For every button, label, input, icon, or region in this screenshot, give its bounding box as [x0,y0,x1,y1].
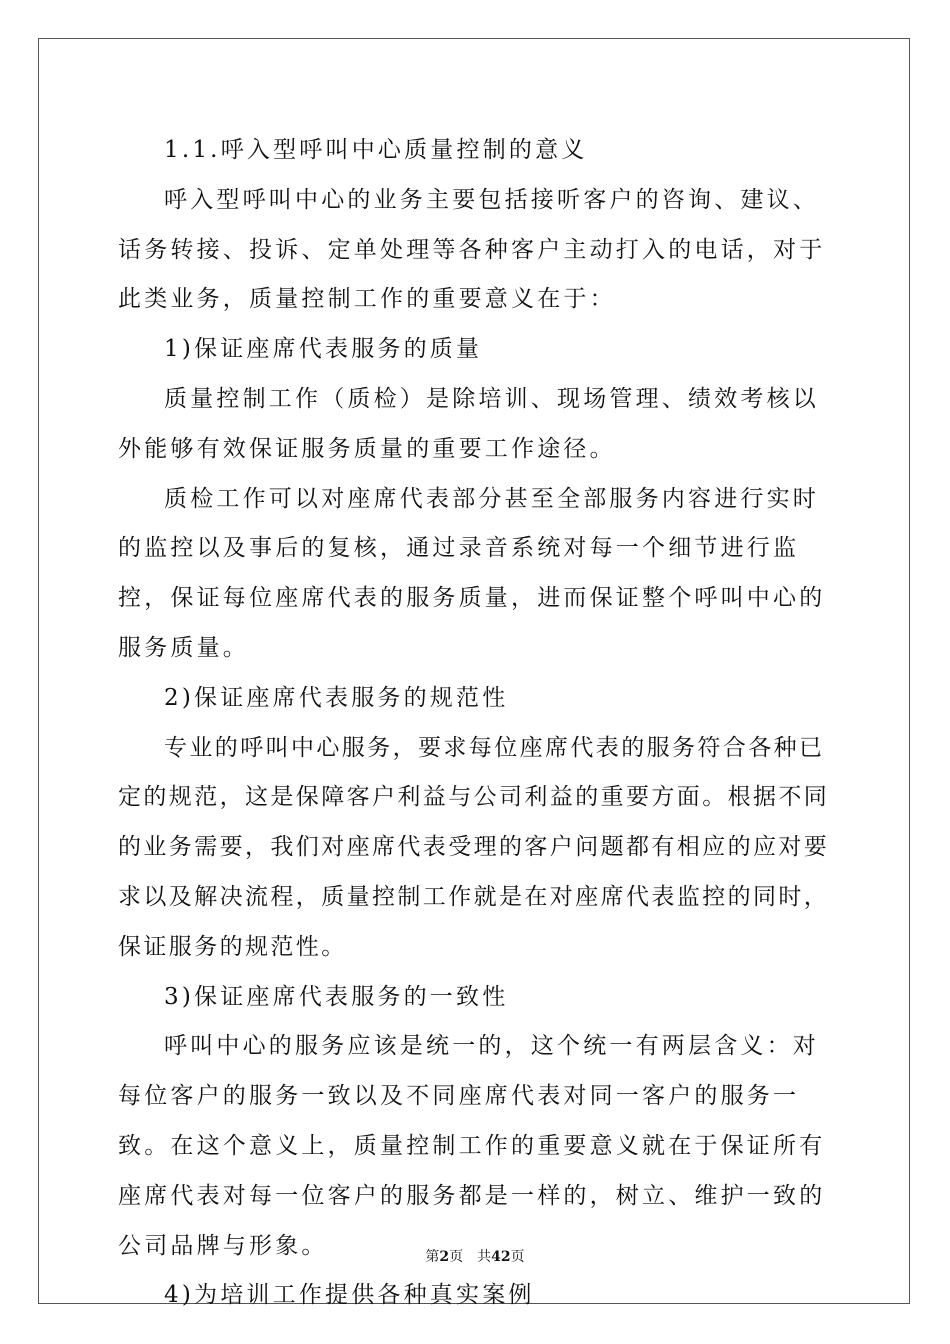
paragraph: 质量控制工作（质检）是除培训、现场管理、绩效考核以外能够有效保证服务质量的重要工作途径。 [118,385,819,462]
list-heading-2: 2)保证座席代表服务的规范性 [164,684,509,711]
page-footer [0,1246,950,1266]
total-pages-label: 共42页 [477,1249,525,1265]
page-number-label: 第2页 [425,1249,464,1265]
paragraph: 呼入型呼叫中心的业务主要包括接听客户的咨询、建议、话务转接、投诉、定单处理等各种客户主动打入的电话，对于此类业务，质量控制工作的重要意义在于： [118,186,826,313]
paragraph: 质检工作可以对座席代表部分甚至全部服务内容进行实时的监控以及事后的复核，通过录音系统对每一个细节进行监控，保证每位座席代表的服务质量，进而保证整个呼叫中心的服务质量。 [118,485,826,661]
list-heading-1: 1)保证座席代表服务的质量 [164,336,483,363]
list-heading-4: 4)为培训工作提供各种真实案例 [164,1282,535,1309]
list-heading-3: 3)保证座席代表服务的一致性 [164,983,509,1010]
paragraph: 呼叫中心的服务应该是统一的，这个统一有两层含义：对每位客户的服务一致以及不同座席代表对同一客户的服务一致。在这个意义上，质量控制工作的重要意义就在于保证所有座席代表对每一位客户的服务都是一样的，树立、维护一致的公司品牌与形象。 [118,1033,826,1259]
paragraph: 专业的呼叫中心服务，要求每位座席代表的服务符合各种已定的规范，这是保障客户利益与公司利益的重要方面。根据不同的业务需要，我们对座席代表受理的客户问题都有相应的应对要求以及解决流程，质量控制工作就是在对座席代表监控的同时，保证服务的规范性。 [118,734,830,960]
document-body [118,126,838,1321]
section-heading: 1.1.呼入型呼叫中心质量控制的意义 [164,137,588,163]
